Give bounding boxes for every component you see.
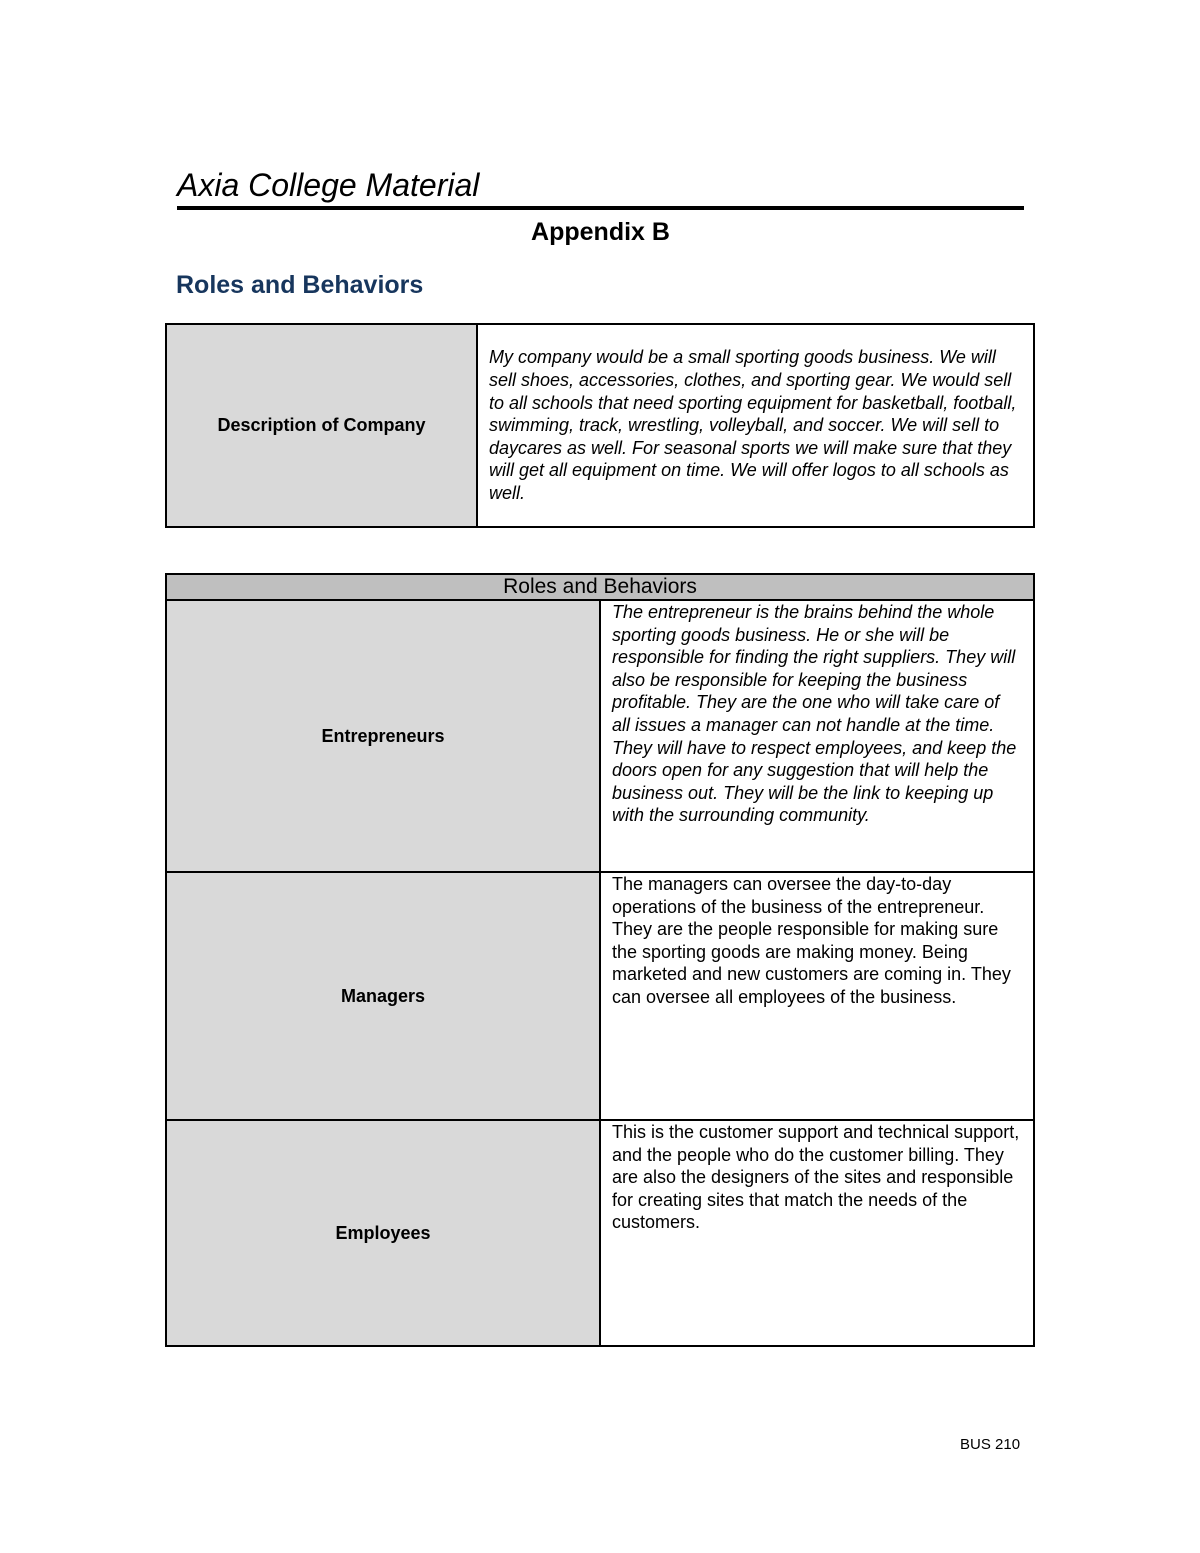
table-row xyxy=(166,600,1034,872)
role-description-cell xyxy=(600,872,1034,1120)
header-rule xyxy=(177,206,1024,210)
table-row xyxy=(166,324,1034,527)
footer-course-code: BUS 210 xyxy=(960,1436,1021,1453)
role-description-cell xyxy=(600,600,1034,872)
table-header-row xyxy=(166,574,1034,600)
company-description-cell xyxy=(477,324,1034,527)
role-label-managers: Managers xyxy=(166,872,600,1120)
section-heading: Roles and Behaviors xyxy=(176,271,424,299)
document-header-title: Axia College Material xyxy=(177,167,480,203)
role-description-managers: The managers can oversee the day-to-day operations of the business of the entrepreneur. They are the people responsible for making sure the sporting goods are making money. Being marketed and new customers are coming in. They can oversee all employees of the business. xyxy=(612,874,1011,1007)
table-row xyxy=(166,872,1034,1120)
company-description-text: My company would be a small sporting goods business. We will sell shoes, accessories, clothes, and sporting gear. We would sell to all schools that need sporting equipment for basketball, football, swimming, track, wrestling, volleyball, and soccer. We will sell to daycares as well. For seasonal sports we will make sure that they will get all equipment on time. We will offer logos to all schools as well. xyxy=(489,347,1017,503)
table-row xyxy=(166,1120,1034,1346)
role-description-entrepreneurs: The entrepreneur is the brains behind the whole sporting goods business. He or she will be responsible for finding the right suppliers. They will also be responsible for keeping the business profitable. They are the one who will take care of all issues a manager can not handle at the time. They will have to respect employees, and keep the doors open for any suggestion that will help the business out. They will be the link to keeping up with the surrounding community. xyxy=(612,602,1017,826)
company-description-table xyxy=(165,323,1035,528)
appendix-title: Appendix B xyxy=(531,218,670,246)
roles-table-header: Roles and Behaviors xyxy=(166,574,1034,600)
roles-behaviors-table xyxy=(165,573,1035,1347)
role-label-employees: Employees xyxy=(166,1120,600,1346)
role-description-employees: This is the customer support and technical support, and the people who do the customer billing. They are also the designers of the sites and responsible for creating sites that match the needs of the customers. xyxy=(612,1122,1020,1233)
role-label-entrepreneurs: Entrepreneurs xyxy=(166,600,600,872)
role-description-cell xyxy=(600,1120,1034,1346)
company-description-label: Description of Company xyxy=(166,324,477,527)
